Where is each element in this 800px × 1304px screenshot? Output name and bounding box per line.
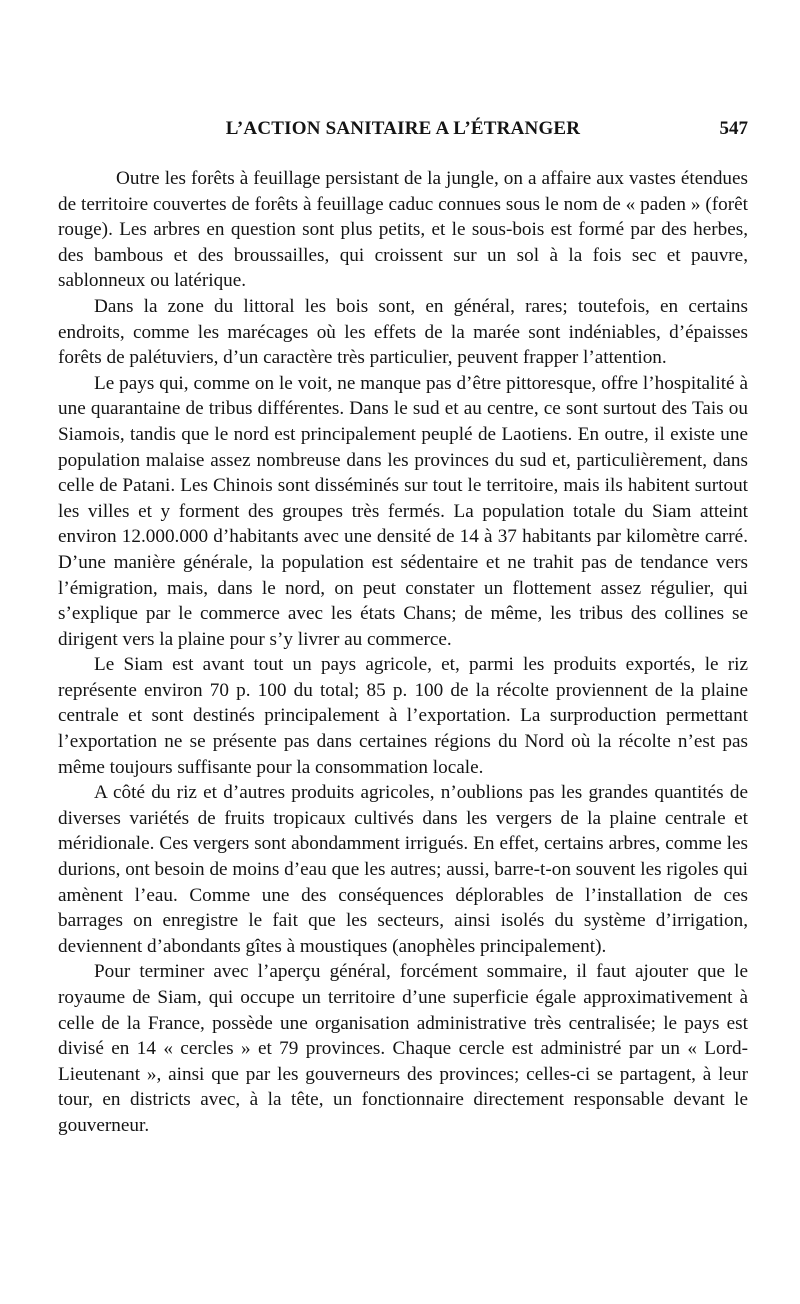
running-head bbox=[58, 118, 748, 148]
page-number: 547 bbox=[719, 118, 748, 139]
paragraph-administration: Pour terminer avec l’aperçu général, forcément sommaire, il faut ajouter que le royaume de Siam, qui occupe un territoire d’une superficie égale approximativement à celle de la France, possède une organisation administrative très centralisée; le pays est divisé en 14 « cercles » et 79 provinces. Chaque cercle est administré par un « Lord-Lieutenant », ainsi que par les gouverneurs des provinces; celles-ci se partagent, à leur tour, en districts avec, à la tête, un fonctionnaire directement responsable devant le gouverneur. bbox=[58, 961, 748, 1136]
paragraph-fruit-orchards: A côté du riz et d’autres produits agricoles, n’oublions pas les grandes quantités de diverses variétés de fruits tropicaux cultivés dans les vergers de la plaine centrale et méridionale. Ces vergers sont abondamment irrigués. En effet, certains arbres, comme les durions, ont besoin de moins d’eau que les autres; aussi, barre-t-on souvent les rigoles qui amènent l’eau. Comme une des conséquences déplorables de l’installation de ces barrages on enregistre le fait que les secteurs, ainsi isolés du système d’irrigation, deviennent d’abondants gîtes à moustiques (anophèles principalement). bbox=[58, 782, 748, 957]
body-text bbox=[58, 166, 748, 1139]
paragraph-population: Le pays qui, comme on le voit, ne manque pas d’être pittoresque, offre l’hospitalité à une quarantaine de tribus différentes. Dans le sud et au centre, ce sont surtout des Tais ou Siamois, tandis que le nord est principalement peuplé de Laotiens. En outre, il existe une population malaise assez nombreuse dans les provinces du sud et, particulièrement, dans celle de Patani. Les Chinois sont disséminés sur tout le territoire, mais ils habitent surtout les villes et y forment des groupes très fermés. La population totale du Siam atteint environ 12.000.000 d’habitants avec une densité de 14 à 37 habitants par kilomètre carré. D’une manière générale, la population est sédentaire et ne trahit pas de tendance vers l’émigration, mais, dans le nord, on peut constater un flottement assez régulier, qui s’explique par le commerce avec les états Chans; de même, les tribus des collines se dirigent vers la plaine pour s’y livrer au commerce. bbox=[58, 372, 748, 650]
running-title: L’ACTION SANITAIRE A L’ÉTRANGER bbox=[225, 118, 581, 139]
paragraph-coastal-zone: Dans la zone du littoral les bois sont, en général, rares; toutefois, en certains endroits, comme les marécages où les effets de la marée sont indéniables, d’épaisses forêts de palétuviers, d’un caractère très particulier, peuvent frapper l’attention. bbox=[58, 295, 748, 369]
paragraph-agriculture: Le Siam est avant tout un pays agricole, et, parmi les produits exportés, le riz représente environ 70 p. 100 du total; 85 p. 100 de la récolte proviennent de la plaine centrale et sont destinés principalement à l’exportation. La surproduction permettant l’exportation ne se présente pas dans certaines régions du Nord où la récolte n’est pas même toujours suffisante pour la consommation locale. bbox=[58, 654, 748, 778]
paragraph-forests: Outre les forêts à feuillage persistant de la jungle, on a affaire aux vastes étendues de territoire couvertes de forêts à feuillage caduc connues sous le nom de « paden » (forêt rouge). Les arbres en question sont plus petits, et le sous-bois est formé par des herbes, des bambous et des broussailles, qui croissent sur un sol à la fois sec et pauvre, sablonneux ou latérique. bbox=[58, 168, 748, 292]
